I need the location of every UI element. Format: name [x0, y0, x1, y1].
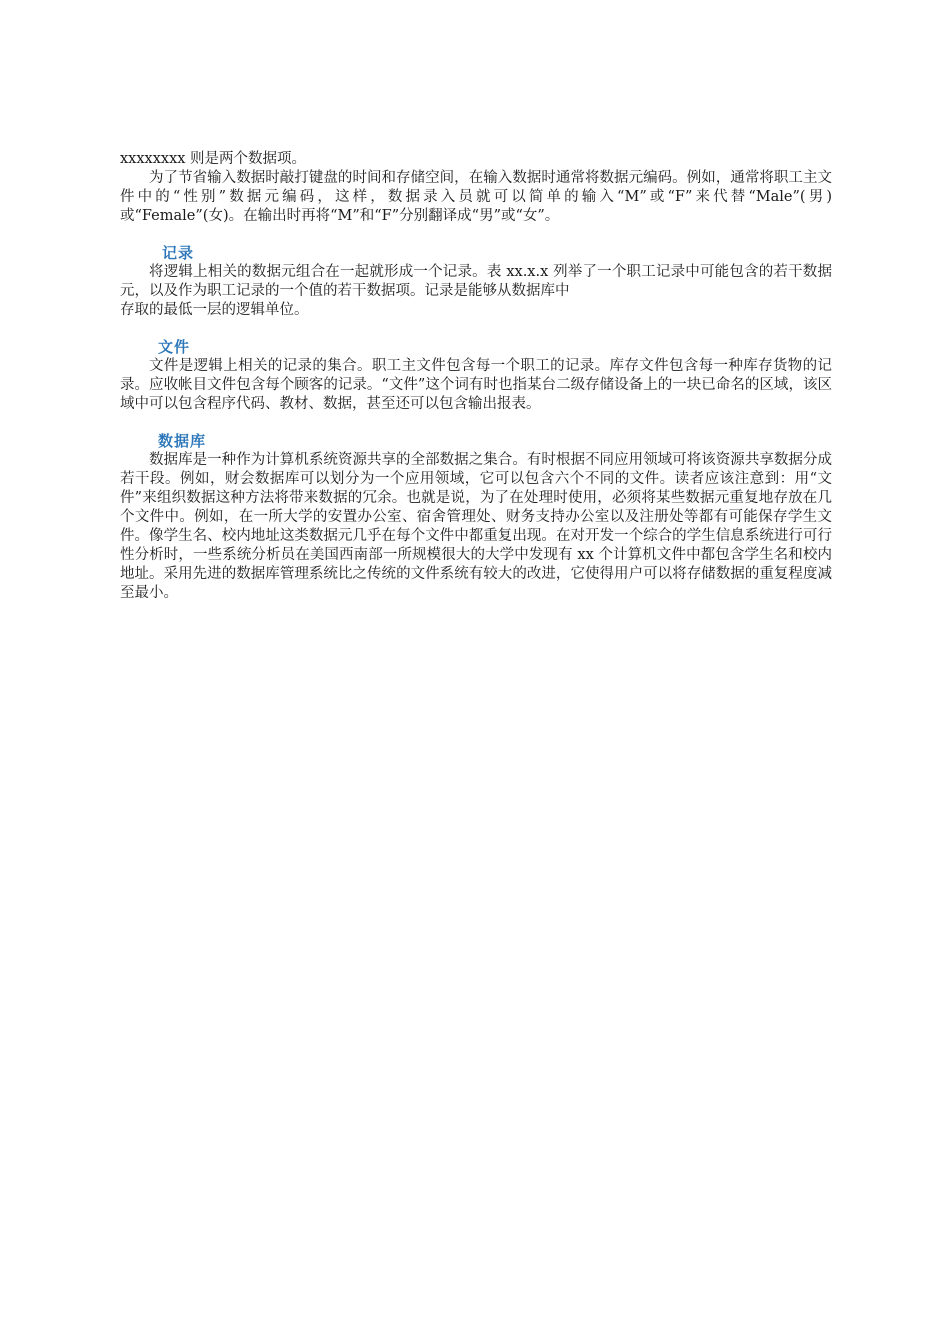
- records-paragraph: [120, 263, 832, 301]
- records-paragraph-cont: [120, 301, 832, 320]
- intro-paragraph: 为了节省输入数据时敲打键盘的时间和存储空间，在输入数据时通常将数据元编码。例如，通常将职工主文件中的“性别”数据元编码，这样，数据录入员就可以简单的输入“M”或“F”来代替“Male”(男)或“Female”(女)。在输出时再将“M”和“F”分别翻译成“男”或“女”。: [120, 170, 832, 224]
- intro-line: xxxxxxxx 则是两个数据项。: [120, 151, 307, 167]
- records-line-1: 将逻辑上相关的数据元组合在一起就形成一个记录。表 xx.x.x 列举了一个职工记录中可能包含的若干数据元，以及作为职工记录的一个值的若干数据项。记录是能够从数据库中: [120, 264, 832, 299]
- document-body: [120, 150, 832, 603]
- records-line-2: 存取的最低一层的逻辑单位。: [120, 302, 309, 318]
- section-title-files: 文件: [158, 338, 191, 356]
- section-title-records: 记录: [162, 244, 195, 262]
- files-paragraph: 文件是逻辑上相关的记录的集合。职工主文件包含每一个职工的记录。库存文件包含每一种库存货物的记录。应收帐目文件包含每个顾客的记录。“文件”这个词有时也指某台二级存储设备上的一块已命名的区域，该区域中可以包含程序代码、教材、数据，甚至还可以包含输出报表。: [120, 358, 832, 412]
- section-title-database: 数据库: [158, 432, 207, 450]
- database-paragraph: 数据库是一种作为计算机系统资源共享的全部数据之集合。有时根据不同应用领域可将该资源共享数据分成若干段。例如，财会数据库可以划分为一个应用领域，它可以包含六个不同的文件。读者应该注意到：用“文件”来组织数据这种方法将带来数据的冗余。也就是说，为了在处理时使用，必须将某些数据元重复地存放在几个文件中。例如，在一所大学的安置办公室、宿舍管理处、财务支持办公室以及注册处等都有可能保存学生文件。像学生名、校内地址这类数据元几乎在每个文件中都重复出现。在对开发一个综合的学生信息系统进行可行性分析时，一些系统分析员在美国西南部一所规模很大的大学中发现有 xx 个计算机文件中都包含学生名和校内地址。采用先进的数据库管理系统比之传统的文件系统有较大的改进，它使得用户可以将存储数据的重复程度减至最小。: [120, 452, 832, 601]
